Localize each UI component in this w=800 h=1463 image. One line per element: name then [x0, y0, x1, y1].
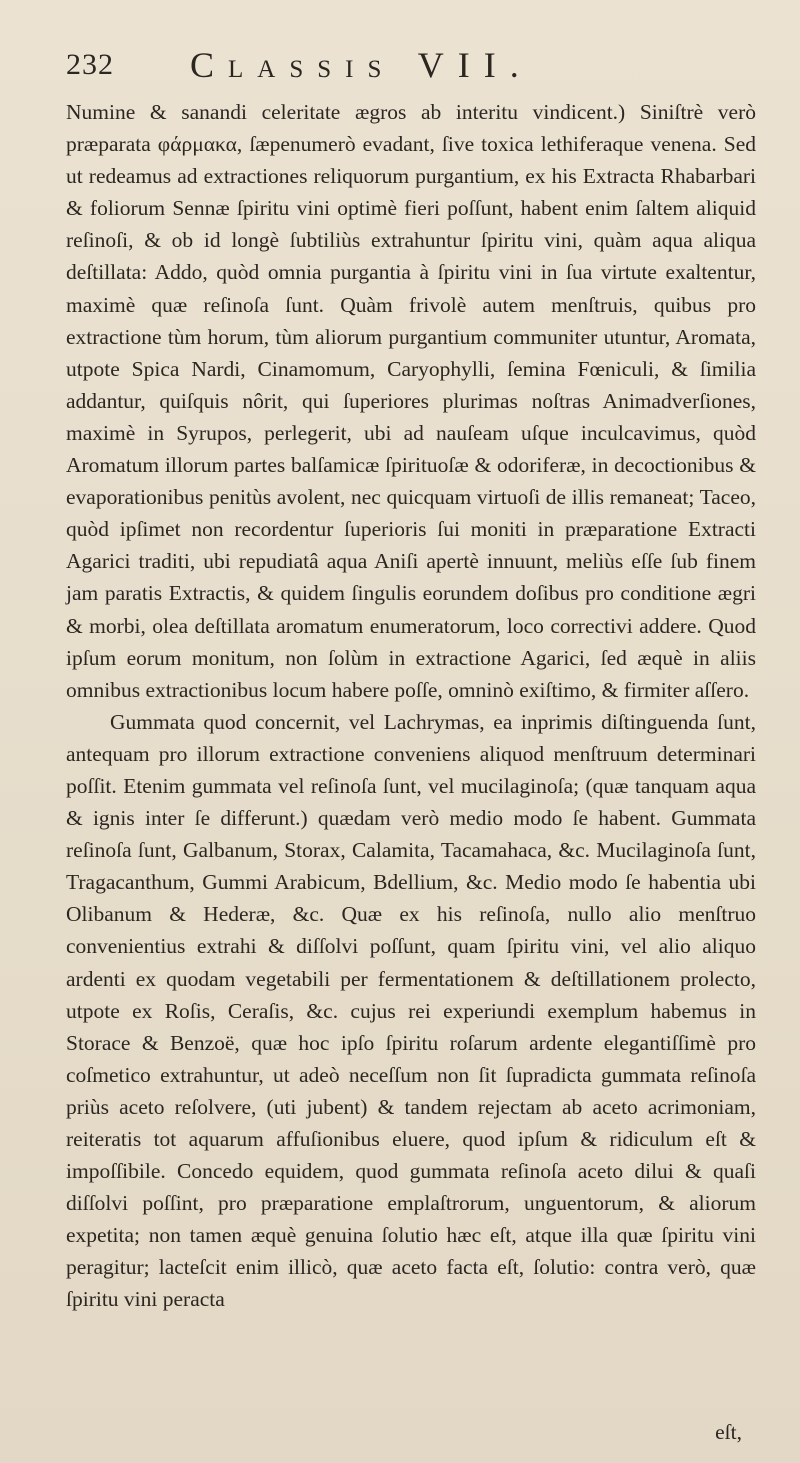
body-text	[66, 96, 756, 1316]
paragraph-1: Numine & sanandi celeritate ægros ab interitu vindicent.) Siniſtrè verò præparata φάρμακα, ſæpenumerò evadant, ſive toxica lethiferaque venena. Sed ut redeamus ad extractiones reliquorum purgantium, ex his Extracta Rhabarbari & foliorum Sennæ ſpiritu vini optimè fieri poſſunt, habent enim ſaltem aliquid reſinoſi, & ob id longè ſubtiliùs extrahuntur ſpiritu vini, quàm aqua aliqua deſtillata: Addo, quòd omnia purgantia à ſpiritu vini in ſua virtute exaltentur, maximè quæ reſinoſa ſunt. Quàm frivolè autem menſtruis, quibus pro extractione tùm horum, tùm aliorum purgantium communiter utuntur, Aromata, utpote Spica Nardi, Cinamomum, Caryophylli, ſemina Fœniculi, & ſimilia addantur, quiſquis nôrit, qui ſuperiores plurimas noſtras Animadverſiones, maximè in Syrupos, perlegerit, ubi ad nauſeam uſque inculcavimus, quòd Aromatum illorum partes balſamicæ ſpirituoſæ & odoriferæ, in decoctionibus & evaporationibus penitùs avolent, nec quicquam virtuoſi de illis remaneat; Taceo, quòd ipſimet non recordentur ſuperioris ſui moniti in præparatione Extracti Agarici traditi, ubi repudiatâ aqua Aniſi apertè innuunt, meliùs eſſe ſub finem jam paratis Extractis, & quidem ſingulis eorundem doſibus pro conditione ægri & morbi, olea deſtillata aromatum enumeratorum, loco correctivi addere. Quod ipſum eorum monitum, non ſolùm in extractione Agarici, ſed æquè in aliis omnibus extractionibus locum habere poſſe, omninò exiſtimo, & firmiter aſſero.	[66, 100, 756, 702]
paragraph-2: Gummata quod concernit, vel Lachrymas, ea inprimis diſtinguenda ſunt, antequam pro illorum extractione conveniens aliquod menſtruum determinari poſſit. Etenim gummata vel reſinoſa ſunt, vel mucilaginoſa; (quæ tanquam aqua & ignis inter ſe differunt.) quædam verò medio modo ſe habent. Gummata reſinoſa ſunt, Galbanum, Storax, Calamita, Tacamahaca, &c. Mucilaginoſa ſunt, Tragacanthum, Gummi Arabicum, Bdellium, &c. Medio modo ſe habentia ubi Olibanum & Hederæ, &c. Quæ ex his reſinoſa, nullo alio menſtruo convenientius extrahi & diſſolvi poſſunt, quam ſpiritu vini, vel alio aliquo ardenti ex quodam vegetabili per fermentationem & deſtillationem prolecto, utpote ex Roſis, Ceraſis, &c. cujus rei experiundi exemplum habemus in Storace & Benzoë, quæ hoc ipſo ſpiritu roſarum ardente elegantiſſimè pro coſmetico extrahuntur, ut adeò neceſſum non ſit ſupradicta gummata reſinoſa priùs aceto reſolvere, (uti jubent) & tandem rejectam ab aceto acrimoniam, reiteratis tot aquarum affuſionibus eluere, quod ipſum & ridiculum eſt & impoſſibile. Concedo equidem, quod gummata reſinoſa aceto dilui & quaſi diſſolvi poſſint, pro præparatione emplaſtrorum, unguentorum, & aliorum expetita; non tamen æquè genuina ſolutio hæc eſt, atque illa quæ ſpiritu vini peragitur; lacteſcit enim illicò, quæ aceto facta eſt, ſolutio: contra verò, quæ ſpiritu vini peracta	[66, 709, 756, 1312]
page-header	[0, 44, 800, 96]
running-head: Classis VII.	[190, 45, 533, 85]
catchword: eſt,	[715, 1420, 742, 1444]
page-number: 232	[66, 48, 114, 81]
